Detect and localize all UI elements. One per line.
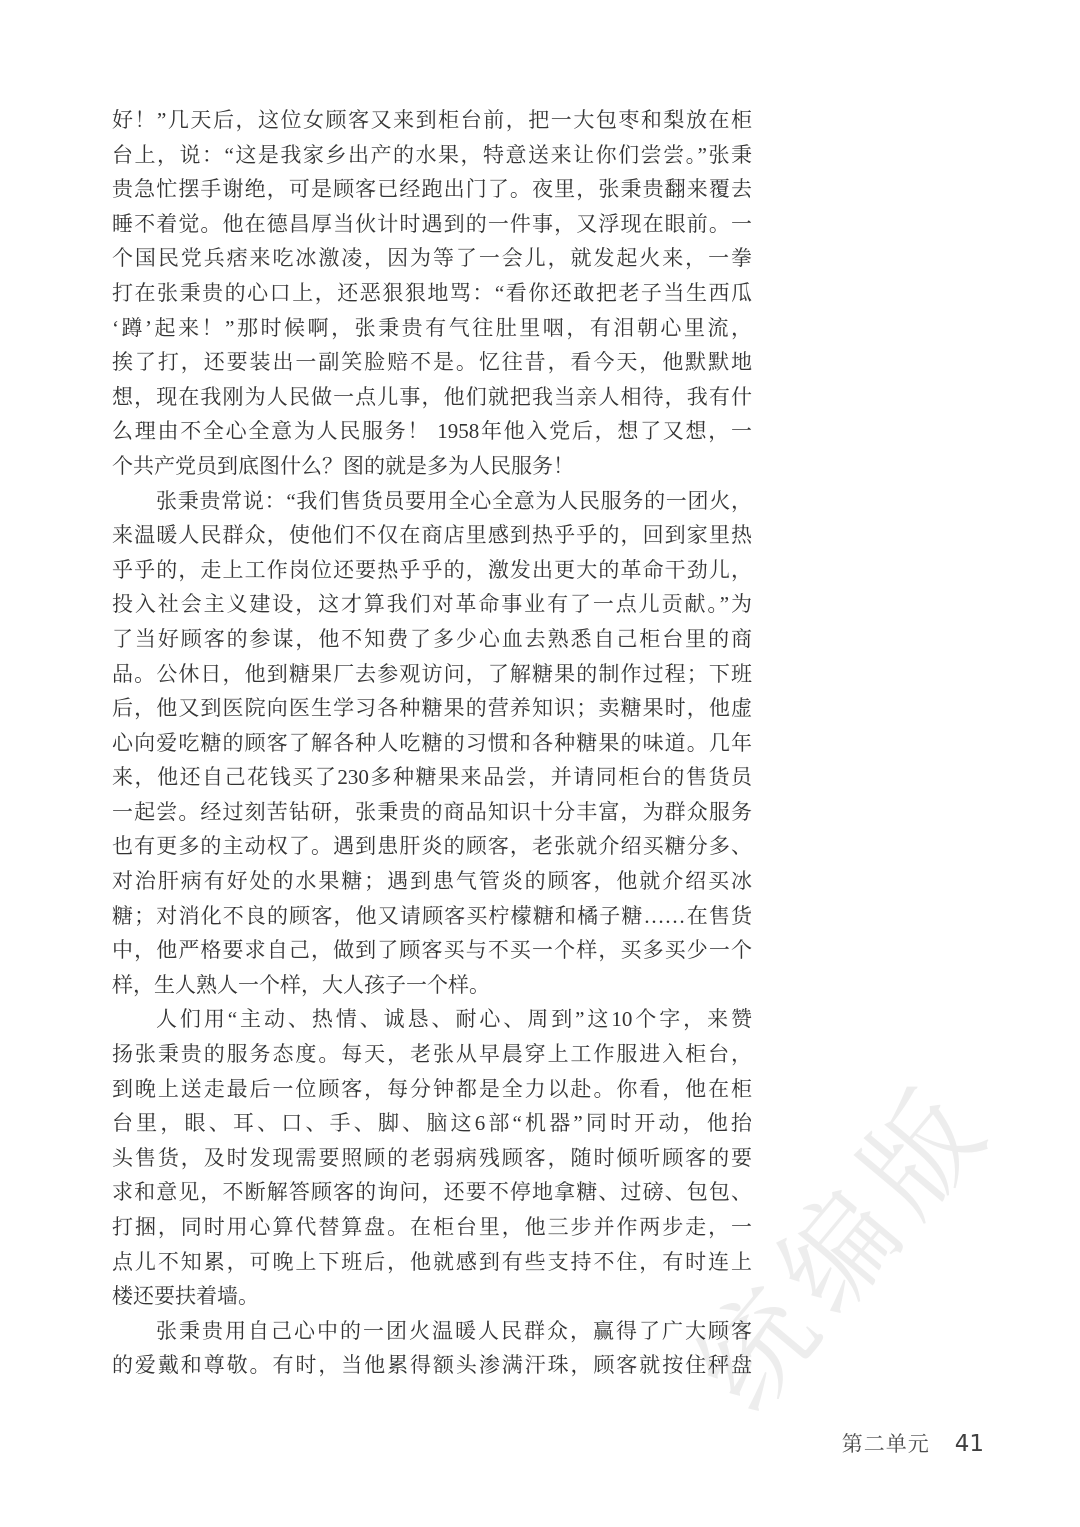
text-line: 么理由不全心全意为人民服务！ 1958年他入党后，想了又想，一: [112, 419, 752, 444]
text-line: 了当好顾客的参谋，他不知费了多少心血去熟悉自己柜台里的商: [112, 626, 752, 651]
page-footer: [842, 1428, 984, 1458]
text-line: 贵急忙摆手谢绝，可是顾客已经跑出门了。夜里，张秉贵翻来覆去: [112, 177, 752, 202]
text-line: 也有更多的主动权了。遇到患肝炎的顾客，老张就介绍买糖分多、: [112, 834, 752, 859]
text-line: 后，他又到医院向医生学习各种糖果的营养知识；卖糖果时，他虚: [112, 696, 752, 721]
text-line: 到晚上送走最后一位顾客，每分钟都是全力以赴。你看，他在柜: [112, 1076, 752, 1101]
text-line: 糖；对消化不良的顾客，他又请顾客买柠檬糖和橘子糖……在售货: [112, 903, 752, 928]
text-line: 个国民党兵痞来吃冰激凌，因为等了一会儿，就发起火来，一拳: [112, 246, 752, 271]
text-line: ‘蹲’起来！”那时候啊，张秉贵有气往肚里咽，有泪朝心里流，: [112, 315, 752, 340]
text-line: 对治肝病有好处的水果糖；遇到患气管炎的顾客，他就介绍买冰: [112, 869, 752, 894]
watermark-text: 统编版: [675, 1059, 1017, 1434]
footer-page-number: 41: [954, 1431, 984, 1457]
text-line: 想，现在我刚为人民做一点儿事，他们就把我当亲人相待，我有什: [112, 384, 752, 409]
text-line: 张秉贵用自己心中的一团火温暖人民群众，赢得了广大顾客: [156, 1318, 752, 1343]
text-line: 楼还要扶着墙。: [112, 1284, 259, 1309]
text-line: 好！”几天后，这位女顾客又来到柜台前，把一大包枣和梨放在柜: [112, 108, 752, 132]
text-line: 投入社会主义建设，这才算我们对革命事业有了一点儿贡献。”为: [112, 592, 752, 617]
text-line: 一起尝。经过刻苦钻研，张秉贵的商品知识十分丰富，为群众服务: [112, 799, 752, 824]
text-line: 的爱戴和尊敬。有时，当他累得额头渗满汗珠，顾客就按住秤盘: [112, 1353, 752, 1378]
text-line: 台上，说：“这是我家乡出产的水果，特意送来让你们尝尝。”张秉: [112, 142, 752, 167]
text-line: 头售货，及时发现需要照顾的老弱病残顾客，随时倾听顾客的要: [112, 1145, 752, 1170]
text-line: 挨了打，还要装出一副笑脸赔不是。忆往昔，看今天，他默默地: [112, 350, 752, 375]
text-line: 乎乎的，走上工作岗位还要热乎乎的，激发出更大的革命干劲儿，: [112, 557, 752, 582]
text-line: 扬张秉贵的服务态度。每天，老张从早晨穿上工作服进入柜台，: [112, 1042, 752, 1067]
footer-unit-label: 第二单元: [841, 1432, 930, 1456]
text-line: 样，生人熟人一个样，大人孩子一个样。: [112, 972, 490, 997]
text-line: 睡不着觉。他在德昌厚当伙计时遇到的一件事，又浮现在眼前。一: [112, 211, 752, 236]
text-line: 求和意见，不断解答顾客的询问，还要不停地拿糖、过磅、包包、: [112, 1180, 752, 1205]
text-line: 中，他严格要求自己，做到了顾客买与不买一个样，买多买少一个: [112, 938, 752, 963]
text-block: [112, 103, 752, 1383]
text-line: 来，他还自己花钱买了230多种糖果来品尝，并请同柜台的售货员: [112, 765, 752, 790]
text-line: 打捆，同时用心算代替算盘。在柜台里，他三步并作两步走，一: [112, 1215, 752, 1239]
text-line: 个共产党员到底图什么？图的就是多为人民服务！: [112, 453, 574, 478]
text-line: 品。公休日，他到糖果厂去参观访问，了解糖果的制作过程；下班: [112, 661, 752, 686]
text-line: 张秉贵常说：“我们售货员要用全心全意为人民服务的一团火，: [156, 488, 752, 513]
text-line: 来温暖人民群众，使他们不仅在商店里感到热乎乎的，回到家里热: [112, 523, 752, 548]
text-line: 台里，眼、耳、口、手、脚、脑这6部“机器”同时开动，他抬: [112, 1111, 752, 1136]
text-line: 心向爱吃糖的顾客了解各种人吃糖的习惯和各种糖果的味道。几年: [112, 730, 752, 755]
text-line: 点儿不知累，可晚上下班后，他就感到有些支持不住，有时连上: [112, 1249, 752, 1274]
text-line: 打在张秉贵的心口上，还恶狠狠地骂：“看你还敢把老子当生西瓜: [112, 280, 752, 305]
text-line: 人们用“主动、热情、诚恳、耐心、周到”这10个字，来赞: [156, 1007, 752, 1032]
